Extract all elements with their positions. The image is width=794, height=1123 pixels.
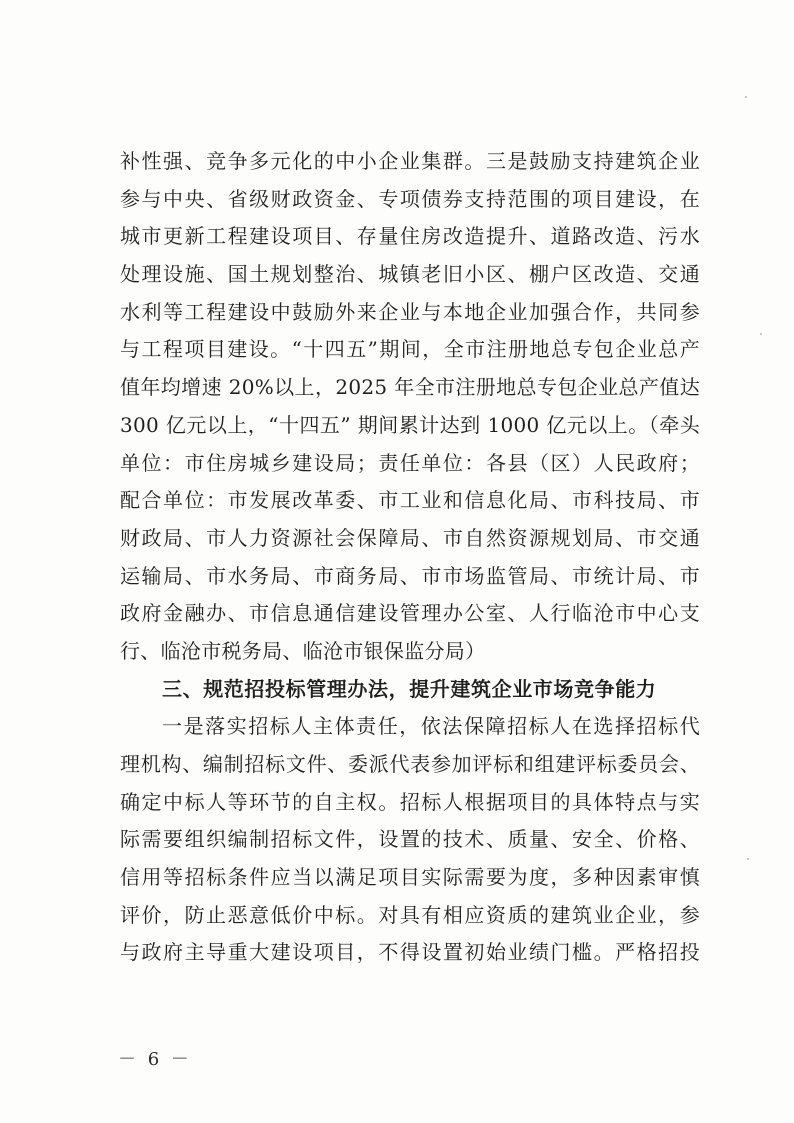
text-line: 政府金融办、市信息通信建设管理办公室、人行临沧市中心支 <box>120 601 700 626</box>
text-line: 确定中标人等环节的自主权。招标人根据项目的具体特点与实 <box>120 789 700 814</box>
page-number: － 6 － <box>118 1049 192 1070</box>
text-line: 与工程项目建设。“十四五”期间，全市注册地总专包企业总产 <box>120 337 700 362</box>
text-line: 运输局、市水务局、市商务局、市市场监管局、市统计局、市 <box>120 563 700 588</box>
body-text <box>120 143 700 972</box>
text-line: 城市更新工程建设项目、存量住房改造提升、道路改造、污水 <box>120 224 700 249</box>
section-heading: 三、规范招投标管理办法，提升建筑企业市场竞争能力 <box>162 676 657 701</box>
scan-speck <box>745 96 747 98</box>
text-line: 行、临沧市税务局、临沧市银保监分局） <box>120 638 486 663</box>
text-line: 理机构、编制招标文件、委派代表参加评标和组建评标委员会、 <box>120 752 700 776</box>
text-line: 与政府主导重大建设项目，不得设置初始业绩门槛。严格招投 <box>120 940 700 965</box>
text-line: 一是落实招标人主体责任，依法保障招标人在选择招标代 <box>162 714 700 739</box>
text-line: 补性强、竞争多元化的中小企业集群。三是鼓励支持建筑企业 <box>120 149 700 173</box>
text-line: 参与中央、省级财政资金、专项债券支持范围的项目建设，在 <box>120 186 700 211</box>
text-line: 信用等招标条件应当以满足项目实际需要为度，多种因素审慎 <box>120 865 700 890</box>
text-line: 单位：市住房城乡建设局；责任单位：各县（区）人民政府； <box>120 450 700 475</box>
text-line: 配合单位：市发展改革委、市工业和信息化局、市科技局、市 <box>120 488 700 513</box>
text-line: 处理设施、国土规划整治、城镇老旧小区、棚户区改造、交通 <box>120 262 700 287</box>
text-line: 际需要组织编制招标文件，设置的技术、质量、安全、价格、 <box>120 827 700 852</box>
text-line: 水利等工程建设中鼓励外来企业与本地企业加强合作，共同参 <box>120 299 700 324</box>
text-line: 值年均增速 20%以上，2025 年全市注册地总专包企业总产值达 <box>120 375 700 400</box>
text-line: 300 亿元以上，“十四五” 期间累计达到 1000 亿元以上。（牵头 <box>120 412 700 437</box>
scan-speck <box>747 858 749 860</box>
scan-speck <box>760 333 762 335</box>
text-line: 财政局、市人力资源社会保障局、市自然资源规划局、市交通 <box>120 525 700 550</box>
text-line: 评价，防止恶意低价中标。对具有相应资质的建筑业企业，参 <box>120 902 700 927</box>
